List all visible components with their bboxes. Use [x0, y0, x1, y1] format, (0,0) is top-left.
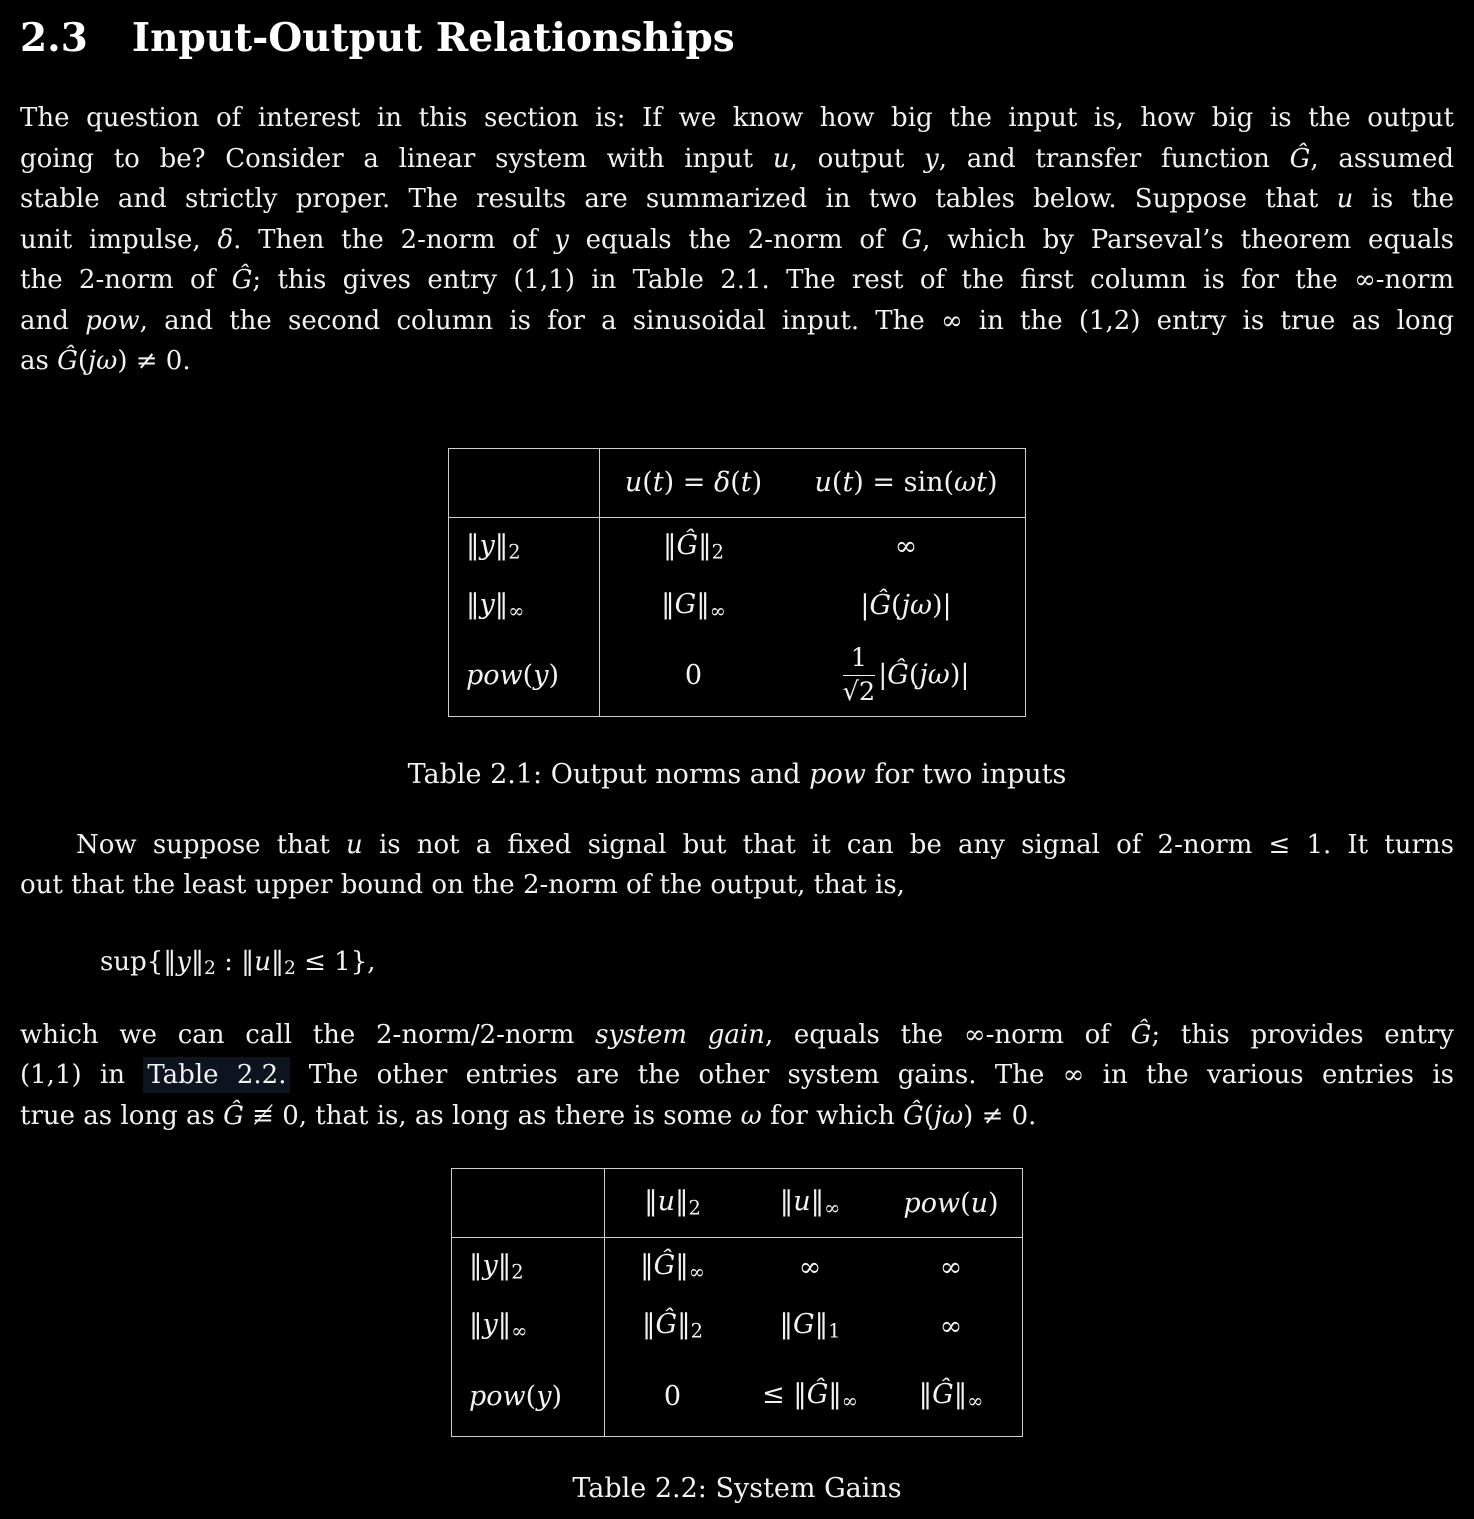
table2-col-header-powu: pow(u): [880, 1169, 1023, 1238]
table1-cell: $‖Ĝ‖_2$: [663, 529, 724, 564]
table-system-gains: [451, 1168, 1023, 1437]
table2-cell: $‖Ĝ‖_2$: [642, 1309, 703, 1343]
table-2-2-wrap: [20, 1168, 1454, 1437]
table-2-1-caption: Table 2.1: Output norms and pow for two inputs: [407, 758, 1067, 790]
section-number: 2.3: [20, 15, 88, 61]
table-output-norms: [448, 448, 1026, 717]
table1-col-header-sinusoid: u(t) = sin(ωt): [787, 448, 1026, 517]
paragraph-line: (1,1) in Table 2.2. The other entries are the other system gains. The ∞ in the various entries is: [20, 1055, 1454, 1096]
table-2-2-link[interactable]: Table 2.2.: [143, 1057, 290, 1093]
table2-row-label: pow(y): [452, 1356, 605, 1437]
table2-cell: ∞: [798, 1251, 822, 1283]
table2-cell: $‖Ĝ‖_\infty$: [918, 1379, 984, 1413]
paragraph-line: as Ĝ(jω) ≠ 0.: [20, 346, 191, 376]
table1-row-label: pow(y): [449, 636, 600, 717]
sup-equation: $sup\{‖y‖_2$ : $‖u‖_2 \le 1$},: [100, 946, 376, 979]
table1-cell: |Ĝ(jω)|: [860, 590, 952, 621]
table2-cell: 0: [663, 1380, 682, 1412]
paragraph-line: the 2-norm of Ĝ; this gives entry (1,1) in Table 2.1. The rest of the first column is for the ∞-norm: [20, 265, 1454, 295]
table2-row-label: $‖y‖_\infty$: [452, 1296, 605, 1356]
table-2-1-wrap: [20, 448, 1454, 717]
paragraph-system-gain: [20, 1015, 1454, 1137]
table2-cell: ∞: [939, 1251, 963, 1283]
table2-col-header-uinf: $‖u‖_\infty$: [740, 1169, 880, 1238]
paragraph-line: which we can call the 2-norm/2-norm system gain, equals the ∞-norm of Ĝ; this provides entry: [20, 1019, 1454, 1050]
table1-col-header-impulse: u(t) = δ(t): [600, 448, 788, 517]
paragraph-line: The question of interest in this section is: If we know how big the input is, how big is the output: [20, 103, 1454, 133]
section-heading: [20, 14, 1454, 62]
table2-col-header-u2: $‖u‖_2$: [605, 1169, 741, 1238]
paragraph-line: going to be? Consider a linear system with input u, output y, and transfer function Ĝ, assumed: [20, 143, 1454, 174]
paragraph-line: stable and strictly proper. The results are summarized in two tables below. Suppose that u is the: [20, 184, 1454, 214]
table2-row-label: $‖y‖_2$: [452, 1238, 605, 1297]
table1-corner-cell: [449, 448, 600, 517]
table2-cell: $‖G‖_1$: [779, 1309, 841, 1343]
table2-cell: $‖Ĝ‖_\infty$: [640, 1250, 705, 1284]
table1-cell: $\frac{1}{√2}$ |Ĝ(jω)|: [842, 642, 970, 707]
paragraph-line: out that the least upper bound on the 2-norm of the output, that is,: [20, 870, 905, 900]
paragraph-intro: [20, 98, 1454, 382]
paragraph-line: unit impulse, δ. Then the 2-norm of y equals the 2-norm of G, which by Parseval’s theorem equals: [20, 224, 1454, 255]
table1-row-label: $‖y‖_\infty$: [449, 576, 600, 636]
paragraph-line: Now suppose that u is not a fixed signal but that it can be any signal of 2-norm ≤ 1. It turns: [76, 829, 1454, 860]
table-2-2-caption: Table 2.2: System Gains: [572, 1473, 902, 1505]
fraction: $\frac{1}{√2}$: [842, 642, 876, 707]
table2-cell: ∞: [939, 1310, 963, 1342]
paragraph-line: true as long as Ĝ ≢ 0, that is, as long as there is some ω for which Ĝ(jω) ≠ 0.: [20, 1100, 1037, 1131]
table2-cell: ≤ $‖Ĝ‖_\infty$: [762, 1379, 858, 1413]
table1-cell: ∞: [894, 531, 918, 562]
paragraph-line: and pow, and the second column is for a sinusoidal input. The ∞ in the (1,2) entry is true as long: [20, 305, 1454, 336]
table1-cell: 0: [684, 660, 703, 691]
table1-row-label: $‖y‖_2$: [449, 517, 600, 576]
paragraph-suppose: [20, 825, 1454, 906]
section-title: Input-Output Relationships: [131, 15, 735, 61]
table2-corner-cell: [452, 1169, 605, 1238]
table1-cell: $‖G‖_\infty$: [661, 588, 726, 623]
